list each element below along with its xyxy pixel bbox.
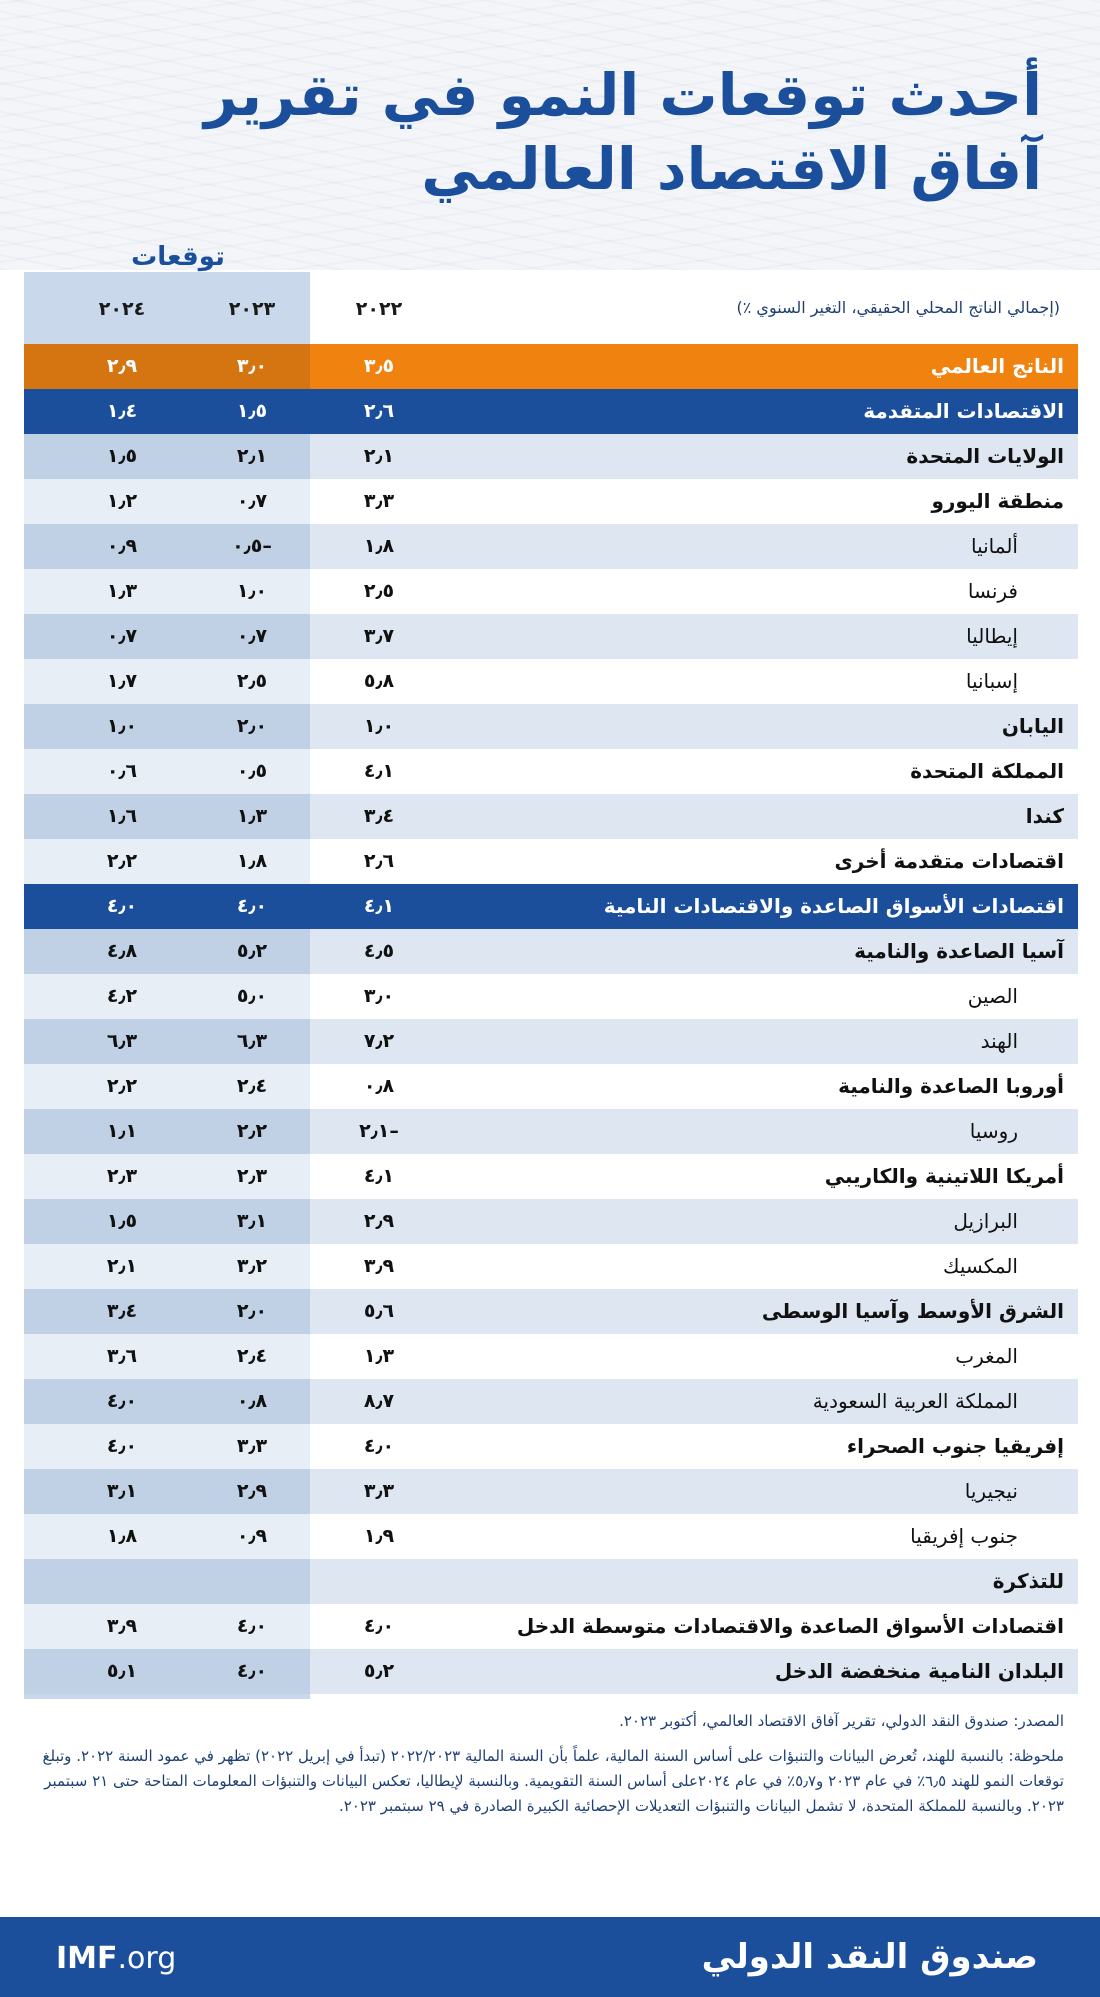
value-2023 — [202, 1559, 302, 1604]
value-2024: ٤٫٨ — [106, 940, 138, 962]
value-2023: ٥٫٢ — [236, 940, 268, 962]
value-2022: ٢٫٦ — [363, 400, 395, 422]
value-2022: –٢٫١ — [359, 1120, 399, 1142]
value-2022: ٤٫١ — [363, 1165, 395, 1187]
page-title — [142, 58, 1042, 206]
footer-bar — [0, 1917, 1100, 1997]
value-2022: ٣٫٠ — [363, 985, 395, 1007]
row-label: اليابان — [1001, 714, 1064, 738]
value-2024 — [72, 1559, 172, 1604]
value-2023: ١٫٠ — [236, 580, 268, 602]
value-2022: ٤٫٥ — [363, 940, 395, 962]
table-row — [24, 974, 1078, 1019]
value-2024: ٤٫٠ — [106, 1435, 138, 1457]
table-row — [24, 1334, 1078, 1379]
value-2023: –٠٫٥ — [232, 535, 272, 557]
value-2023: ٠٫٨ — [236, 1390, 268, 1412]
forecast-label: توقعات — [131, 242, 225, 272]
value-2023: ٢٫٤ — [236, 1345, 268, 1367]
row-label: الهند — [980, 1029, 1018, 1053]
value-2024: ٢٫١ — [106, 1255, 138, 1277]
table-row — [24, 1019, 1078, 1064]
row-label: جنوب إفريقيا — [910, 1524, 1018, 1548]
value-2023: ٢٫٠ — [236, 715, 268, 737]
value-2024: ٢٫٩ — [106, 355, 138, 377]
source-note: المصدر: صندوق النقد الدولي، تقرير آفاق الاقتصاد العالمي، أكتوبر ٢٠٢٣. — [619, 1712, 1064, 1730]
table-row — [24, 929, 1078, 974]
value-2023: ٠٫٥ — [236, 760, 268, 782]
growth-table — [24, 344, 1078, 1694]
value-2024: ٢٫٢ — [106, 1075, 138, 1097]
value-2023: ١٫٨ — [236, 850, 268, 872]
row-label: اقتصادات الأسواق الصاعدة والاقتصادات متوسطة الدخل — [516, 1614, 1064, 1638]
value-2022: ٤٫٠ — [363, 1435, 395, 1457]
value-2022: ١٫٠ — [363, 715, 395, 737]
row-label: ألمانيا — [970, 534, 1018, 558]
row-label: اقتصادات متقدمة أخرى — [834, 849, 1064, 873]
units-label: (إجمالي الناتج المحلي الحقيقي، التغير السنوي ٪) — [736, 298, 1060, 317]
value-2024: ٠٫٩ — [106, 535, 138, 557]
value-2023: ٤٫٠ — [236, 1615, 268, 1637]
imf-org-link[interactable] — [56, 1941, 176, 1976]
value-2024: ١٫٨ — [106, 1525, 138, 1547]
value-2023: ٣٫٢ — [236, 1255, 268, 1277]
value-2024: ٤٫٠ — [106, 895, 138, 917]
table-row — [24, 479, 1078, 524]
table-row — [24, 614, 1078, 659]
row-label: فرنسا — [967, 579, 1018, 603]
value-2024: ١٫٣ — [106, 580, 138, 602]
imf-logo-text: IMF — [56, 1941, 118, 1976]
row-label: المملكة العربية السعودية — [812, 1389, 1018, 1413]
value-2022: ٨٫٧ — [363, 1390, 395, 1412]
row-label: المملكة المتحدة — [910, 759, 1064, 783]
value-2022: ٣٫٩ — [363, 1255, 395, 1277]
value-2023: ٣٫١ — [236, 1210, 268, 1232]
column-header-2023: ٢٠٢٣ — [228, 298, 276, 320]
row-label: الاقتصادات المتقدمة — [863, 399, 1064, 423]
table-row — [24, 389, 1078, 434]
table-row — [24, 344, 1078, 389]
row-label: آسيا الصاعدة والنامية — [854, 939, 1064, 963]
value-2024: ٤٫٠ — [106, 1390, 138, 1412]
value-2022: ١٫٨ — [363, 535, 395, 557]
value-2024: ٠٫٦ — [106, 760, 138, 782]
row-label: اقتصادات الأسواق الصاعدة والاقتصادات النامية — [603, 894, 1064, 918]
value-2023: ٣٫٣ — [236, 1435, 268, 1457]
value-2023: ٢٫٥ — [236, 670, 268, 692]
table-row — [24, 1199, 1078, 1244]
table-row — [24, 1244, 1078, 1289]
value-2024: ٦٫٣ — [106, 1030, 138, 1052]
table-row — [24, 1379, 1078, 1424]
row-label: الناتج العالمي — [930, 354, 1064, 378]
table-row — [24, 434, 1078, 479]
row-label: كندا — [1025, 804, 1064, 828]
value-2022: ٥٫٢ — [363, 1660, 395, 1682]
table-row — [24, 1109, 1078, 1154]
value-2022: ٣٫٥ — [363, 355, 395, 377]
value-2024: ١٫٥ — [106, 1210, 138, 1232]
value-2024: ٣٫٤ — [106, 1300, 138, 1322]
column-header-2022: ٢٠٢٢ — [355, 298, 403, 320]
value-2023: ٠٫٩ — [236, 1525, 268, 1547]
table-row — [24, 1424, 1078, 1469]
value-2023: ٤٫٠ — [236, 895, 268, 917]
value-2022: ٣٫٣ — [363, 1480, 395, 1502]
value-2022: ٣٫٧ — [363, 625, 395, 647]
value-2024: ١٫٤ — [106, 400, 138, 422]
value-2024: ١٫١ — [106, 1120, 138, 1142]
value-2023: ٢٫٣ — [236, 1165, 268, 1187]
value-2023: ٢٫١ — [236, 445, 268, 467]
value-2023: ١٫٣ — [236, 805, 268, 827]
value-2023: ٥٫٠ — [236, 985, 268, 1007]
title-line-1: أحدث توقعات النمو في تقرير — [204, 61, 1042, 129]
table-row — [24, 1604, 1078, 1649]
table-row — [24, 1514, 1078, 1559]
table-row — [24, 704, 1078, 749]
table-row — [24, 1559, 1078, 1604]
value-2022: ٠٫٨ — [363, 1075, 395, 1097]
value-2022: ٣٫٣ — [363, 490, 395, 512]
row-label: المغرب — [955, 1344, 1018, 1368]
row-label: نيجيريا — [964, 1479, 1018, 1503]
value-2022: ٤٫١ — [363, 895, 395, 917]
value-2022: ٢٫٩ — [363, 1210, 395, 1232]
table-row — [24, 839, 1078, 884]
value-2023: ٠٫٧ — [236, 490, 268, 512]
table-row — [24, 1289, 1078, 1334]
value-2023: ٢٫٩ — [236, 1480, 268, 1502]
value-2023: ٤٫٠ — [236, 1660, 268, 1682]
value-2024: ٥٫١ — [106, 1660, 138, 1682]
imf-name-arabic: صندوق النقد الدولي — [701, 1937, 1038, 1977]
value-2024: ٢٫٣ — [106, 1165, 138, 1187]
row-label: للتذكرة — [992, 1569, 1064, 1593]
value-2024: ٣٫١ — [106, 1480, 138, 1502]
table-row — [24, 884, 1078, 929]
value-2024: ٠٫٧ — [106, 625, 138, 647]
value-2024: ٢٫٢ — [106, 850, 138, 872]
value-2023: ٣٫٠ — [236, 355, 268, 377]
value-2022: ٤٫٠ — [363, 1615, 395, 1637]
value-2022: ٢٫٥ — [363, 580, 395, 602]
value-2024: ١٫٧ — [106, 670, 138, 692]
row-label: إسبانيا — [965, 669, 1018, 693]
table-row — [24, 794, 1078, 839]
table-row — [24, 524, 1078, 569]
table-row — [24, 749, 1078, 794]
imf-domain-suffix: .org — [117, 1941, 177, 1976]
value-2024: ٣٫٦ — [106, 1345, 138, 1367]
row-label: روسيا — [969, 1119, 1018, 1143]
value-2022: ٤٫١ — [363, 760, 395, 782]
row-label: منطقة اليورو — [931, 489, 1064, 513]
value-2022: ٥٫٨ — [363, 670, 395, 692]
value-2023: ٢٫٠ — [236, 1300, 268, 1322]
footnote: ملحوظة: بالنسبة للهند، تُعرض البيانات والتنبؤات على أساس السنة المالية، علماً بأن السنة المالية ٢٠٢٢/٢٠٢٣ (تبدأ في إبريل ٢٠٢٢) تظهر في عمود السنة ٢٠٢٢. وتبلغ توقعات النمو للهند ٦٫٥٪ في عام ٢٠٢٣ و٥٫٧٪ في عام ٢٠٢٤على أساس السنة التقويمية. وبالنسبة لإيطاليا، تعكس البيانات والتنبؤات المعلومات المتاحة حتى ٢١ سبتمبر ٢٠٢٣. وبالنسبة للمملكة المتحدة، لا تشمل البيانات والتنبؤات التعديلات الإحصائية الكبيرة الصادرة في ٢٩ سبتمبر ٢٠٢٣. — [42, 1747, 1064, 1815]
value-2024: ١٫٥ — [106, 445, 138, 467]
value-2022: ١٫٩ — [363, 1525, 395, 1547]
value-2024: ٣٫٩ — [106, 1615, 138, 1637]
value-2023: ٢٫٤ — [236, 1075, 268, 1097]
table-row — [24, 1154, 1078, 1199]
value-2023: ٠٫٧ — [236, 625, 268, 647]
value-2022: ٥٫٦ — [363, 1300, 395, 1322]
value-2023: ١٫٥ — [236, 400, 268, 422]
table-row — [24, 1649, 1078, 1694]
value-2024: ١٫٠ — [106, 715, 138, 737]
row-label: أوروبا الصاعدة والنامية — [838, 1074, 1064, 1098]
value-2022: ٢٫٦ — [363, 850, 395, 872]
title-line-2: آفاق الاقتصاد العالمي — [421, 135, 1042, 203]
row-label: إيطاليا — [966, 624, 1018, 648]
row-label: الشرق الأوسط وآسيا الوسطى — [761, 1299, 1064, 1323]
value-2022: ٧٫٢ — [363, 1030, 395, 1052]
column-header-2024: ٢٠٢٤ — [98, 298, 146, 320]
row-label: الولايات المتحدة — [906, 444, 1064, 468]
row-label: الصين — [967, 984, 1018, 1008]
value-2022: ٢٫١ — [363, 445, 395, 467]
row-label: إفريقيا جنوب الصحراء — [846, 1434, 1064, 1458]
table-row — [24, 569, 1078, 614]
value-2023: ٦٫٣ — [236, 1030, 268, 1052]
table-row — [24, 1064, 1078, 1109]
table-row — [24, 659, 1078, 704]
value-2024: ٤٫٢ — [106, 985, 138, 1007]
value-2022 — [329, 1559, 429, 1604]
row-label: المكسيك — [943, 1254, 1018, 1278]
table-row — [24, 1469, 1078, 1514]
row-label: أمريكا اللاتينية والكاريبي — [824, 1164, 1064, 1188]
value-2022: ١٫٣ — [363, 1345, 395, 1367]
row-label: البلدان النامية منخفضة الدخل — [774, 1659, 1064, 1683]
value-2023: ٢٫٢ — [236, 1120, 268, 1142]
row-label: البرازيل — [953, 1209, 1018, 1233]
value-2024: ١٫٢ — [106, 490, 138, 512]
value-2024: ١٫٦ — [106, 805, 138, 827]
value-2022: ٣٫٤ — [363, 805, 395, 827]
